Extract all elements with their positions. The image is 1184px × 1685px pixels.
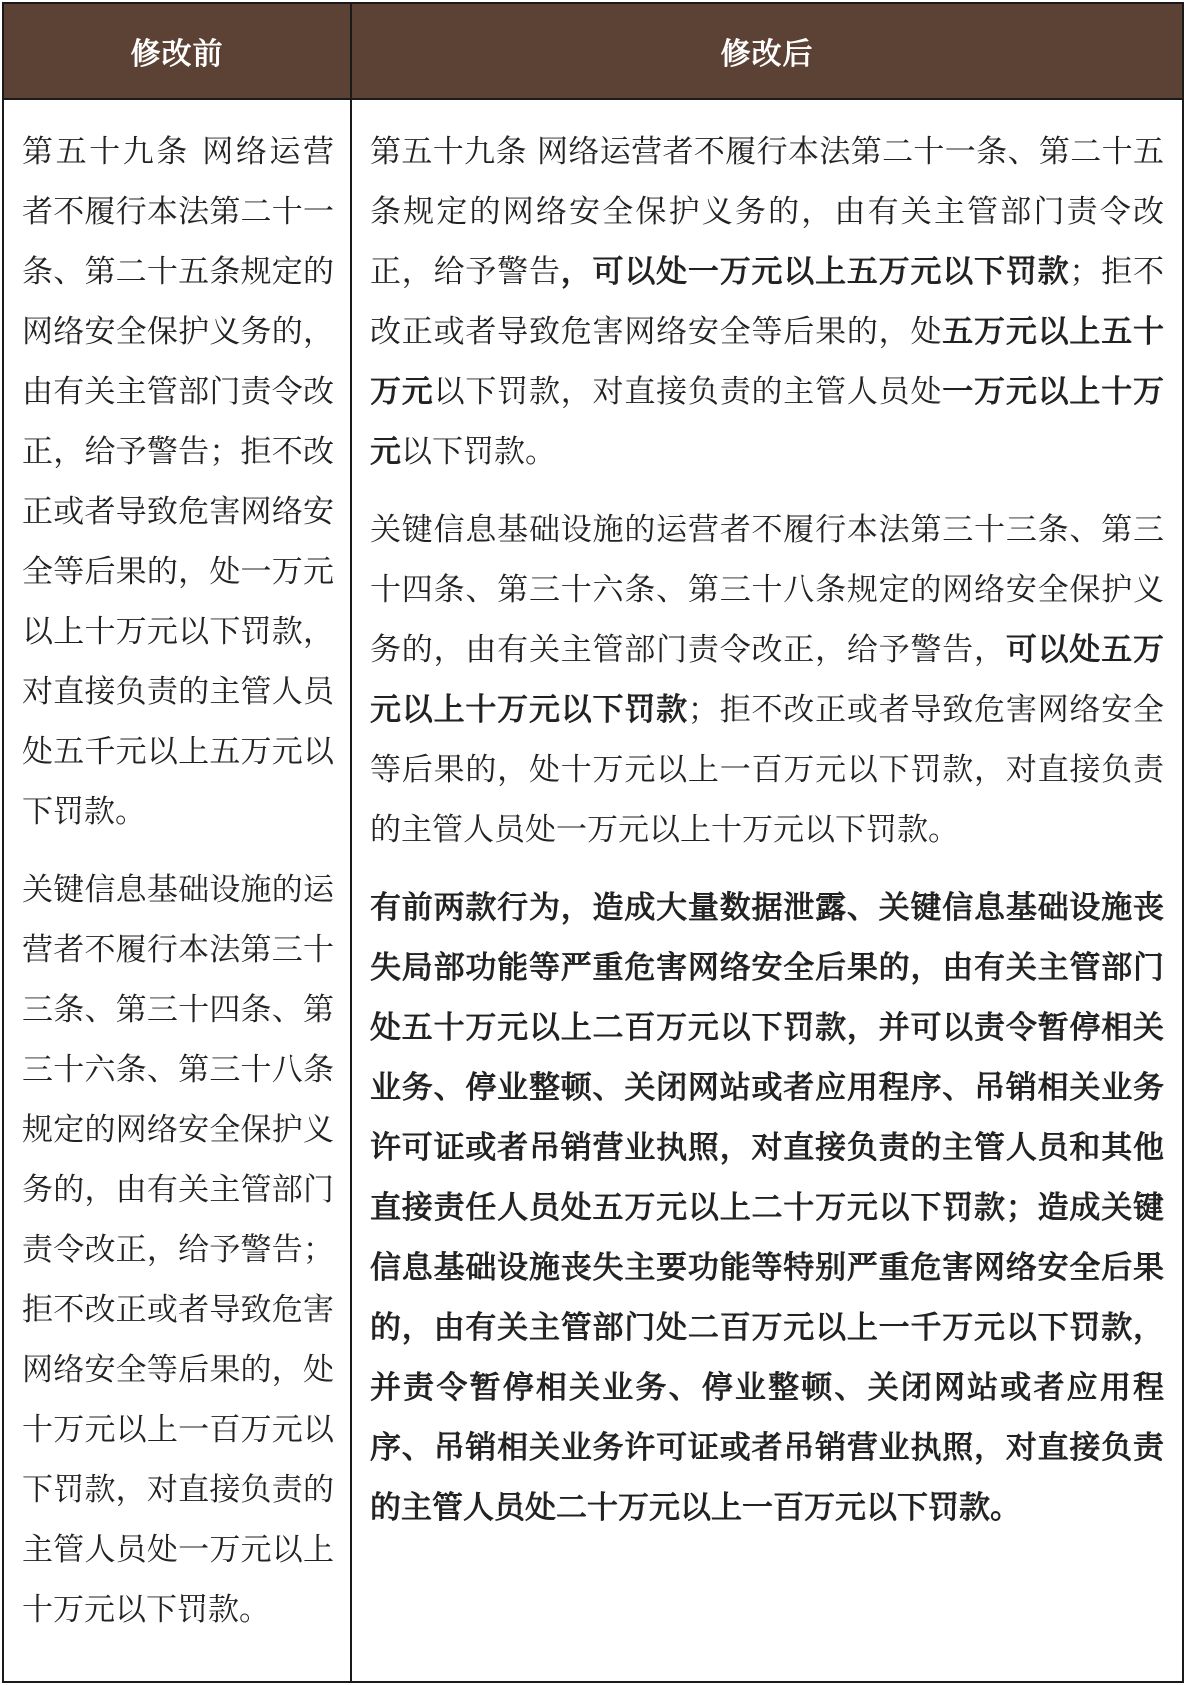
after-p1-bold-3: 一万元以上十万元 [370,374,1165,470]
header-after: 修改后 [351,3,1183,99]
after-paragraph-2 [370,500,1164,860]
before-column [3,99,351,1682]
comparison-table [2,2,1184,1683]
header-before: 修改前 [3,3,351,99]
after-paragraph-3 [370,878,1164,1538]
after-column [351,99,1183,1682]
after-p1-bold-1: ，可以处一万元以上五万元以下罚款 [560,254,1070,290]
after-p1-text-1: 第五十九条 网络运营者不履行本法第二十一条、第二十五条规定的网络安全保护义务的，由有关主管部门责令改正，给予警告 [370,134,1164,290]
after-p2-bold-1: 可以处五万元以上十万元以下罚款 [370,632,1165,728]
after-p2-text-1: 关键信息基础设施的运营者不履行本法第三十三条、第三十四条、第三十六条、第三十八条规定的网络安全保护义务的，由有关主管部门责令改正，给予警告， [370,512,1164,668]
after-p1-text-3: 以下罚款，对直接负责的主管人员处 [433,374,943,410]
after-p3-bold: 有前两款行为，造成大量数据泄露、关键信息基础设施丧失局部功能等严重危害网络安全后果的，由有关主管部门处五十万元以上二百万元以下罚款，并可以责令暂停相关业务、停业整顿、关闭网站或者应用程序、吊销相关业务许可证或者吊销营业执照，对直接负责的主管人员和其他直接责任人员处五万元以上二十万元以下罚款；造成关键信息基础设施丧失主要功能等特别严重危害网络安全后果的，由有关主管部门处二百万元以上一千万元以下罚款，并责令暂停相关业务、停业整顿、关闭网站或者应用程序、吊销相关业务许可证或者吊销营业执照，对直接负责的主管人员处二十万元以上一百万元以下罚款。 [370,890,1164,1526]
content-row [3,99,1183,1682]
header-row [3,3,1183,99]
after-p1-text-2: ；拒不改正或者导致危害网络安全等后果的，处 [370,254,1165,350]
after-paragraph-1 [370,122,1164,482]
after-p2-text-2: ；拒不改正或者导致危害网络安全等后果的，处十万元以上一百万元以下罚款，对直接负责的主管人员处一万元以上十万元以下罚款。 [370,692,1165,848]
before-paragraph-2: 关键信息基础设施的运营者不履行本法第三十三条、第三十四条、第三十六条、第三十八条规定的网络安全保护义务的，由有关主管部门责令改正，给予警告；拒不改正或者导致危害网络安全等后果的，处十万元以上一百万元以下罚款，对直接负责的主管人员处一万元以上十万元以下罚款。 [22,872,334,1628]
after-p1-bold-2: 五万元以上五十万元 [370,314,1164,410]
after-p1-text-4: 以下罚款。 [401,434,556,470]
before-paragraph-1: 第五十九条 网络运营者不履行本法第二十一条、第二十五条规定的网络安全保护义务的，由有关主管部门责令改正，给予警告；拒不改正或者导致危害网络安全等后果的，处一万元以上十万元以下罚款，对直接负责的主管人员处五千元以上五万元以下罚款。 [22,134,334,830]
